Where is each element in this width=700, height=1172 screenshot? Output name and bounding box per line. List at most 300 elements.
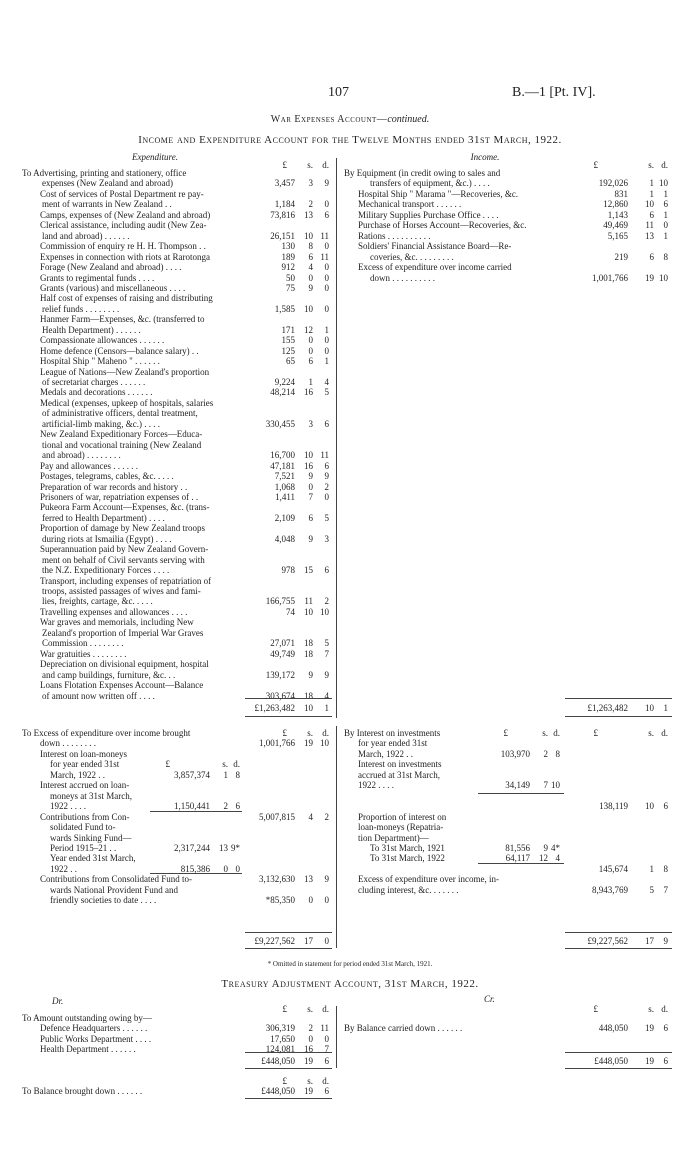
expenditure-item-label: Half cost of expenses of raising and distributing <box>40 293 213 304</box>
expenditure-item-amount-pounds: 74 <box>286 606 295 617</box>
right-main-amount-pounds: 145,674 <box>598 863 628 874</box>
left-sub-amount-shillings: 0 <box>223 863 228 874</box>
balance-brought-down-amount-pounds: £448,050 <box>261 1086 295 1096</box>
treasury-right-total-pounds: £448,050 <box>594 1056 628 1066</box>
expenditure-item-label: Superannuation paid by New Zealand Govern- <box>40 544 209 555</box>
left-main-amount-shillings: 4 <box>308 811 313 822</box>
right-sub-amount-shillings: 9 <box>543 842 548 853</box>
expenditure-item-label: Cost of services of Postal Department re pay- <box>40 188 204 199</box>
left-sub-rule-2 <box>150 873 242 874</box>
expenditure-item-amount-shillings: 18 <box>304 690 313 701</box>
left-col-header-pounds: £ <box>282 728 287 738</box>
right-col-header-pence: d. <box>661 728 668 738</box>
income-item-label: down . . . . . . . . . . <box>370 272 435 283</box>
expenditure-item-label: War graves and memorials, including New <box>40 617 194 628</box>
expenditure-item-label: of secretariat charges . . . . . . <box>42 377 146 387</box>
expenditure-item-amount-pounds: 9,224 <box>274 377 295 387</box>
expenditure-item-label: New Zealand Expeditionary Forces—Educa- <box>40 429 203 440</box>
expenditure-item-amount-pence: 9 <box>324 178 329 189</box>
treasury-right-total-shillings: 19 <box>645 1056 654 1066</box>
left-main-amount-pence: 0 <box>324 895 329 906</box>
expenditure-item-label: Camps, expenses of (New Zealand and abroad) <box>40 209 211 220</box>
income-item-amount-pounds: 49,469 <box>603 220 628 231</box>
expenditure-item-label: tional and vocational training (New Zealand <box>42 439 202 450</box>
left-sub-amount-pence: 9* <box>231 842 240 853</box>
expenditure-item-amount-pounds: 189 <box>281 251 295 262</box>
treasury-credit-amount-pounds: 448,050 <box>598 1023 628 1034</box>
income-item-amount-pence: 8 <box>663 251 668 262</box>
income-item-amount-shillings: 11 <box>645 220 654 231</box>
left-entry-label: To Excess of expenditure over income brought <box>22 728 191 738</box>
left-entry-label: 1922 . . <box>50 863 77 874</box>
right-entry-label: cluding interest, &c. . . . . . . <box>358 884 459 895</box>
right-sub-amount-pounds: 103,970 <box>500 748 530 759</box>
treasury-credit-amount-pence: 6 <box>663 1023 668 1034</box>
income-item-amount-shillings: 1 <box>649 188 654 199</box>
expenditure-item-amount-pence: 4 <box>324 690 329 701</box>
expenditure-item-amount-pounds: 171 <box>281 324 295 335</box>
expenditure-total-pence: 1 <box>324 703 329 713</box>
left-sub-amount-shillings: 2 <box>223 801 228 812</box>
exp-total-rule-bottom <box>245 716 332 717</box>
left-entry-label: Interest on loan-moneys <box>40 748 127 759</box>
expenditure-item-amount-pounds: 49,749 <box>270 648 295 659</box>
expenditure-item-amount-shillings: 1 <box>308 377 313 387</box>
right-entry-label: By Interest on investments <box>344 728 441 738</box>
expenditure-item-label: Expenses in connection with riots at Rarotonga <box>40 251 210 262</box>
expenditure-item-amount-pence: 9 <box>324 471 329 482</box>
expenditure-item-amount-pence: 11 <box>320 230 329 241</box>
expenditure-item-amount-shillings: 16 <box>304 460 313 471</box>
expenditure-item-label: Depreciation on divisional equipment, hospital <box>40 659 209 670</box>
expenditure-total-shillings: 10 <box>304 703 313 713</box>
expenditure-item-amount-pence: 5 <box>324 512 329 523</box>
balance-brought-down-amount-shillings: 19 <box>304 1086 313 1096</box>
account-title-suffix: continued. <box>387 114 430 125</box>
expenditure-item-amount-pounds: 1,585 <box>274 303 295 314</box>
right-entry-label: for year ended 31st <box>358 738 428 749</box>
left-sub-amount-shillings: 13 <box>219 842 228 853</box>
expenditure-item-amount-pounds: 978 <box>281 565 295 576</box>
right-main-amount-pounds: 8,943,769 <box>592 884 628 895</box>
expenditure-item-amount-pence: 0 <box>324 241 329 252</box>
left-entry-label: 1922 . . . . <box>50 801 86 812</box>
expenditure-item-label: Preparation of war records and history . . <box>40 481 188 492</box>
expenditure-item-label: land and abroad) . . . . . . <box>42 230 130 241</box>
left-main-amount-shillings: 19 <box>304 738 313 749</box>
left-total-rule-bottom <box>245 948 332 949</box>
left-entry-label: Interest accrued on loan- <box>40 780 130 791</box>
treasury-right-rule-top <box>565 1052 672 1053</box>
expenditure-item-amount-pence: 2 <box>324 596 329 607</box>
left-entry-label: down . . . . . . . . <box>40 738 96 749</box>
expenditure-item-label: Proportion of damage by New Zealand troops <box>40 523 205 534</box>
expenditure-item-label: during riots at Ismailia (Egypt) . . . . <box>42 533 172 544</box>
left-main-amount-pounds: 5,007,815 <box>259 811 295 822</box>
right-entry-label: 1922 . . . . <box>358 780 394 791</box>
right-sub-amount-pounds: 34,149 <box>505 780 530 791</box>
treasury-debit-amount-pence: 11 <box>320 1023 329 1034</box>
expenditure-item-amount-shillings: 3 <box>308 178 313 189</box>
expenditure-item-amount-pounds: 155 <box>281 335 295 346</box>
expenditure-item-amount-pounds: 4,048 <box>274 533 295 544</box>
income-heading: Income. <box>470 152 500 162</box>
right-total-rule-bottom <box>565 948 672 949</box>
right-entry-label: March, 1922 . . <box>358 748 413 759</box>
expenditure-item-amount-pounds: 16,700 <box>270 450 295 461</box>
expenditure-item-amount-pence: 1 <box>324 324 329 335</box>
expenditure-item-amount-pence: 6 <box>324 565 329 576</box>
inc-total-rule-bottom <box>565 716 672 717</box>
expenditure-item-label: Commission . . . . . . . . <box>42 638 124 649</box>
right-total-pounds: £9,227,562 <box>587 936 628 946</box>
left-sub-amount-pence: 0 <box>235 863 240 874</box>
left-entry-label: solidated Fund to- <box>50 822 116 833</box>
treasury-right-total-pence: 6 <box>663 1056 668 1066</box>
expenditure-item-amount-pence: 2 <box>324 481 329 492</box>
right-sub-amount-pence: 4 <box>555 853 560 864</box>
right-entry-label: To 31st March, 1921 <box>370 842 445 853</box>
treasury-debit-amount-pence: 7 <box>324 1044 329 1055</box>
right-entry-label: tion Department)— <box>358 832 429 843</box>
income-item-amount-pounds: 192,026 <box>598 178 628 189</box>
final-header-pence: d. <box>322 1076 329 1086</box>
right-main-amount-shillings: 10 <box>645 801 654 812</box>
expenditure-item-amount-pence: 6 <box>324 209 329 220</box>
expenditure-item-amount-pounds: 303,674 <box>265 690 295 701</box>
left-entry-label: Year ended 31st March, <box>50 853 136 864</box>
final-rule <box>245 1098 332 1099</box>
right-sub-header-pounds: £ <box>503 728 508 738</box>
expenditure-item-amount-pence: 0 <box>324 199 329 210</box>
expenditure-total-pounds: £1,263,482 <box>254 703 295 713</box>
expenditure-item-amount-pounds: 65 <box>286 356 295 367</box>
expenditure-item-label: expenses (New Zealand and abroad) <box>42 178 173 189</box>
expenditure-item-label: Pay and allowances . . . . . . <box>40 460 138 471</box>
expenditure-item-amount-shillings: 0 <box>308 345 313 356</box>
right-col-header-shillings: s. <box>648 728 654 738</box>
expenditure-item-label: the N.Z. Expeditionary Forces . . . . <box>42 565 170 576</box>
treasury-debit-amount-shillings: 0 <box>308 1033 313 1044</box>
expenditure-item-amount-pence: 0 <box>324 282 329 293</box>
expenditure-item-amount-pence: 0 <box>324 345 329 356</box>
expenditure-heading: Expenditure. <box>132 152 178 162</box>
income-item-label: coveries, &c. . . . . . . . . <box>370 251 454 262</box>
left-sub-header-pence: d. <box>233 759 240 770</box>
expenditure-item-label: and abroad) . . . . . . . . <box>42 450 121 461</box>
expenditure-item-label: Clerical assistance, including audit (New Zea- <box>40 220 207 231</box>
expenditure-item-amount-shillings: 18 <box>304 638 313 649</box>
right-sub-amount-pence: 10 <box>551 780 560 791</box>
left-main-amount-pounds: 1,001,766 <box>259 738 295 749</box>
income-item-label: Rations . . . . . . . . . . <box>358 230 431 241</box>
left-sub-amount-pounds: 3,857,374 <box>174 769 210 780</box>
income-total-pounds: £1,263,482 <box>587 703 628 713</box>
treasury-debit-label: Public Works Department . . . . <box>40 1033 152 1044</box>
treasury-left-rule-bottom <box>245 1068 332 1069</box>
expenditure-item-amount-pounds: 1,184 <box>274 199 295 210</box>
expenditure-item-amount-pounds: 139,172 <box>265 669 295 680</box>
inc-col-header-shillings: s. <box>648 160 654 170</box>
treasury-left-total-pence: 6 <box>324 1056 329 1066</box>
footnote: * Omitted in statement for period ended 31st March, 1921. <box>267 960 433 968</box>
right-total-rule-top <box>565 932 672 933</box>
statement-subtitle: Income and Expenditure Account for the Twelve Months ended 31st March, 1922. <box>138 134 562 146</box>
left-total-rule-top <box>245 932 332 933</box>
expenditure-item-amount-shillings: 12 <box>304 324 313 335</box>
income-item-amount-pence: 10 <box>659 178 668 189</box>
expenditure-item-amount-shillings: 4 <box>308 262 313 273</box>
left-total-pence: 0 <box>324 936 329 946</box>
inc-col-header-pounds: £ <box>593 160 598 170</box>
treasury-debit-amount-pounds: 306,319 <box>265 1023 295 1034</box>
left-total-pounds: £9,227,562 <box>254 936 295 946</box>
left-entry-label: March, 1922 . . <box>50 769 105 780</box>
right-sub-amount-pence: 4* <box>551 842 560 853</box>
right-main-amount-shillings: 1 <box>649 863 654 874</box>
expenditure-item-label: Medals and decorations . . . . . . <box>40 387 153 398</box>
treasury-debit-amount-shillings: 16 <box>304 1044 313 1055</box>
right-col-header-pounds: £ <box>593 728 598 738</box>
treasury-debit-label: Defence Headquarters . . . . . . <box>40 1023 148 1034</box>
income-item-amount-pence: 0 <box>663 220 668 231</box>
expenditure-item-amount-pence: 7 <box>324 648 329 659</box>
income-item-label: Soldiers' Financial Assistance Board—Re- <box>358 241 512 252</box>
expenditure-item-amount-pounds: 50 <box>286 272 295 283</box>
left-main-amount-shillings: 13 <box>304 874 313 885</box>
income-item-label: Hospital Ship " Marama "—Recoveries, &c. <box>358 188 519 199</box>
right-main-amount-shillings: 5 <box>649 884 654 895</box>
left-entry-label: wards National Provident Fund and <box>50 884 178 895</box>
left-col-header-shillings: s. <box>307 728 313 738</box>
expenditure-item-label: ment on behalf of Civil servants serving with <box>42 554 205 565</box>
income-item-amount-pounds: 219 <box>614 251 628 262</box>
right-sub-amount-shillings: 2 <box>543 748 548 759</box>
exp-total-rule-top <box>245 698 332 699</box>
expenditure-item-amount-shillings: 9 <box>308 533 313 544</box>
expenditure-item-amount-shillings: 18 <box>304 648 313 659</box>
income-item-amount-shillings: 6 <box>649 209 654 220</box>
expenditure-item-label: Commission of enquiry re H. H. Thompson . . <box>40 241 206 252</box>
right-sub-header-pence: d. <box>553 728 560 738</box>
expenditure-item-amount-pence: 6 <box>324 418 329 429</box>
left-entry-label: friendly societies to date . . . . <box>50 895 157 906</box>
expenditure-item-label: Postages, telegrams, cables, &c. . . . . <box>40 471 174 482</box>
right-sub-amount-shillings: 7 <box>543 780 548 791</box>
page-reference: B.—1 [Pt. IV]. <box>512 85 596 100</box>
expenditure-item-amount-shillings: 16 <box>304 387 313 398</box>
expenditure-item-amount-pounds: 130 <box>281 241 295 252</box>
right-entry-label: Proportion of interest on <box>358 811 447 822</box>
expenditure-item-label: Hanmer Farm—Expenses, &c. (transferred to <box>40 314 205 325</box>
left-sub-header-pounds: £ <box>165 759 170 770</box>
expenditure-item-amount-shillings: 9 <box>308 471 313 482</box>
expenditure-item-amount-pence: 5 <box>324 638 329 649</box>
left-sub-amount-pounds: 2,317,244 <box>174 842 210 853</box>
right-sub-rule-2 <box>478 863 564 864</box>
income-item-amount-pence: 10 <box>659 272 668 283</box>
expenditure-item-amount-pounds: 26,151 <box>270 230 295 241</box>
right-sub-header-shillings: s. <box>542 728 548 738</box>
right-entry-label: Excess of expenditure over income, in- <box>358 874 499 885</box>
expenditure-item-amount-pence: 3 <box>324 533 329 544</box>
expenditure-item-amount-pounds: 125 <box>281 345 295 356</box>
expenditure-item-label: Grants (various) and miscellaneous . . . . <box>40 282 186 293</box>
expenditure-item-amount-pence: 6 <box>324 460 329 471</box>
expenditure-item-amount-pounds: 75 <box>286 282 295 293</box>
section2-center-rule <box>336 726 337 948</box>
treasury-left-total-shillings: 19 <box>304 1056 313 1066</box>
left-sub-rule-1 <box>150 811 242 812</box>
expenditure-item-amount-pounds: 1,411 <box>275 491 295 502</box>
treasury-debit-label: Health Department . . . . . . <box>40 1044 136 1055</box>
expenditure-item-amount-pounds: 1,068 <box>274 481 295 492</box>
expenditure-item-amount-shillings: 0 <box>308 335 313 346</box>
inc-total-rule-top <box>565 698 672 699</box>
treasury-left-header-pence: d. <box>322 1004 329 1014</box>
expenditure-item-label: troops, assisted passages of wives and fami- <box>42 586 201 596</box>
left-entry-label: Contributions from Consolidated Fund to- <box>40 874 192 885</box>
treasury-left-header-shillings: s. <box>307 1004 313 1014</box>
treasury-left-header-pounds: £ <box>282 1004 287 1014</box>
income-item-label: transfers of equipment, &c.) . . . . <box>370 178 490 189</box>
right-total-shillings: 17 <box>645 936 654 946</box>
left-sub-amount-pounds: 815,386 <box>180 863 210 874</box>
expenditure-item-amount-pence: 0 <box>324 272 329 283</box>
treasury-center-rule <box>336 1006 337 1068</box>
expenditure-item-label: Medical (expenses, upkeep of hospitals, salaries <box>40 397 214 408</box>
expenditure-item-label: Forage (New Zealand and abroad) . . . . <box>40 262 182 273</box>
right-entry-label: loan-moneys (Repatria- <box>358 822 444 833</box>
expenditure-item-amount-shillings: 6 <box>308 356 313 367</box>
left-sub-amount-pounds: 1,150,441 <box>174 801 210 812</box>
treasury-debit-amount-pounds: 17,650 <box>270 1033 295 1044</box>
expenditure-item-amount-pence: 9 <box>324 669 329 680</box>
treasury-right-header-pence: d. <box>661 1004 668 1014</box>
balance-brought-down-label: To Balance brought down . . . . . . <box>22 1086 143 1096</box>
right-sub-rule-1 <box>478 793 564 794</box>
income-item-amount-shillings: 1 <box>649 178 654 189</box>
expenditure-item-amount-pence: 11 <box>320 450 329 461</box>
expenditure-item-label: Prisoners of war, repatriation expenses of . . <box>40 491 199 502</box>
expenditure-item-label: and camp buildings, furniture, &c. . . <box>42 669 176 680</box>
left-sub-amount-shillings: 1 <box>223 769 228 780</box>
left-total-shillings: 17 <box>304 936 313 946</box>
center-rule <box>336 158 337 718</box>
final-header-pounds: £ <box>282 1076 287 1086</box>
expenditure-item-amount-shillings: 10 <box>304 303 313 314</box>
account-title <box>0 114 700 125</box>
expenditure-item-label: Hospital Ship " Maheno " . . . . . . <box>40 356 160 367</box>
treasury-right-header-shillings: s. <box>648 1004 654 1014</box>
inc-col-header-pence: d. <box>661 160 668 170</box>
expenditure-item-amount-pounds: 73,816 <box>270 209 295 220</box>
income-item-amount-shillings: 6 <box>649 251 654 262</box>
expenditure-item-amount-shillings: 10 <box>304 450 313 461</box>
expenditure-item-amount-pence: 5 <box>324 387 329 398</box>
expenditure-item-label: Zealand's proportion of Imperial War Graves <box>42 627 204 638</box>
expenditure-item-label: Transport, including expenses of repatriation of <box>40 575 212 586</box>
expenditure-item-amount-pounds: 330,455 <box>265 418 295 429</box>
expenditure-item-amount-shillings: 3 <box>308 418 313 429</box>
right-total-pence: 9 <box>663 936 668 946</box>
expenditure-item-amount-pence: 0 <box>324 491 329 502</box>
income-item-label: Purchase of Horses Account—Recoveries, &c. <box>358 220 527 231</box>
expenditure-item-amount-shillings: 6 <box>308 512 313 523</box>
income-item-label: Military Supplies Purchase Office . . . . <box>358 209 499 220</box>
left-main-amount-pounds: 3,132,630 <box>259 874 295 885</box>
exp-col-header-pence: d. <box>322 160 329 170</box>
expenditure-item-amount-shillings: 10 <box>304 230 313 241</box>
left-sub-amount-pence: 8 <box>235 769 240 780</box>
expenditure-item-amount-pounds: 47,181 <box>270 460 295 471</box>
income-item-amount-pence: 6 <box>663 199 668 210</box>
left-entry-label: moneys at 31st March, <box>50 790 132 801</box>
expenditure-item-label: Health Department) . . . . . . <box>42 324 141 335</box>
treasury-left-rule-top <box>245 1052 332 1053</box>
income-item-amount-pounds: 5,165 <box>607 230 628 241</box>
left-col-header-pence: d. <box>322 728 329 738</box>
expenditure-item-amount-pence: 11 <box>320 251 329 262</box>
treasury-left-total-pounds: £448,050 <box>261 1056 295 1066</box>
treasury-debit-amount-shillings: 2 <box>308 1023 313 1034</box>
expenditure-item-label: League of Nations—New Zealand's proportion <box>40 366 210 377</box>
debit-label: Dr. <box>52 996 64 1006</box>
expenditure-item-amount-shillings: 13 <box>304 209 313 220</box>
expenditure-item-label: of administrative officers, dental treatment, <box>42 408 198 419</box>
right-main-amount-pounds: 138,119 <box>599 801 628 812</box>
income-item-label: By Equipment (in credit owing to sales and <box>344 168 501 178</box>
expenditure-item-label: Pukeora Farm Account—Expenses, &c. (trans- <box>40 502 210 513</box>
treasury-right-rule-bottom <box>565 1068 672 1069</box>
expenditure-item-amount-pence: 0 <box>324 262 329 273</box>
left-entry-label: Contributions from Con- <box>40 811 130 822</box>
final-header-shillings: s. <box>307 1076 313 1086</box>
credit-label: Cr. <box>484 994 495 1004</box>
left-entry-label: for year ended 31st <box>50 759 120 770</box>
expenditure-item-label: Compassionate allowances . . . . . . <box>40 335 165 346</box>
right-sub-amount-shillings: 12 <box>539 853 548 864</box>
expenditure-item-label: of amount now written off . . . . <box>42 690 155 701</box>
income-item-amount-pence: 1 <box>663 209 668 220</box>
expenditure-item-label: To Advertising, printing and stationery, office <box>22 168 187 178</box>
exp-col-header-shillings: s. <box>307 160 313 170</box>
expenditure-item-amount-pounds: 912 <box>281 262 295 273</box>
expenditure-item-label: Loans Flotation Expenses Account—Balance <box>40 680 204 691</box>
expenditure-item-amount-shillings: 9 <box>308 669 313 680</box>
left-sub-amount-pence: 6 <box>235 801 240 812</box>
left-sub-header-shillings: s. <box>222 759 228 770</box>
expenditure-item-amount-shillings: 11 <box>304 596 313 607</box>
treasury-title: Treasury Adjustment Account, 31st March, 1922. <box>221 978 479 990</box>
expenditure-item-amount-shillings: 0 <box>308 272 313 283</box>
treasury-debit-amount-pounds: 124,081 <box>265 1044 295 1055</box>
left-main-amount-pence: 2 <box>324 811 329 822</box>
expenditure-item-label: Travelling expenses and allowances . . . . <box>40 606 188 617</box>
treasury-right-header-pounds: £ <box>593 1004 598 1014</box>
income-item-amount-pounds: 12,860 <box>603 199 628 210</box>
treasury-debit-amount-pence: 0 <box>324 1033 329 1044</box>
income-item-amount-pounds: 1,143 <box>607 209 628 220</box>
expenditure-item-amount-shillings: 8 <box>308 241 313 252</box>
expenditure-item-amount-shillings: 7 <box>308 491 313 502</box>
expenditure-item-amount-pence: 0 <box>324 335 329 346</box>
income-item-label: Mechanical transport . . . . . . <box>358 199 462 210</box>
expenditure-item-amount-pounds: 2,109 <box>274 512 295 523</box>
expenditure-item-amount-pounds: 7,521 <box>274 471 295 482</box>
income-item-amount-pounds: 1,001,766 <box>592 272 628 283</box>
income-item-amount-shillings: 13 <box>645 230 654 241</box>
